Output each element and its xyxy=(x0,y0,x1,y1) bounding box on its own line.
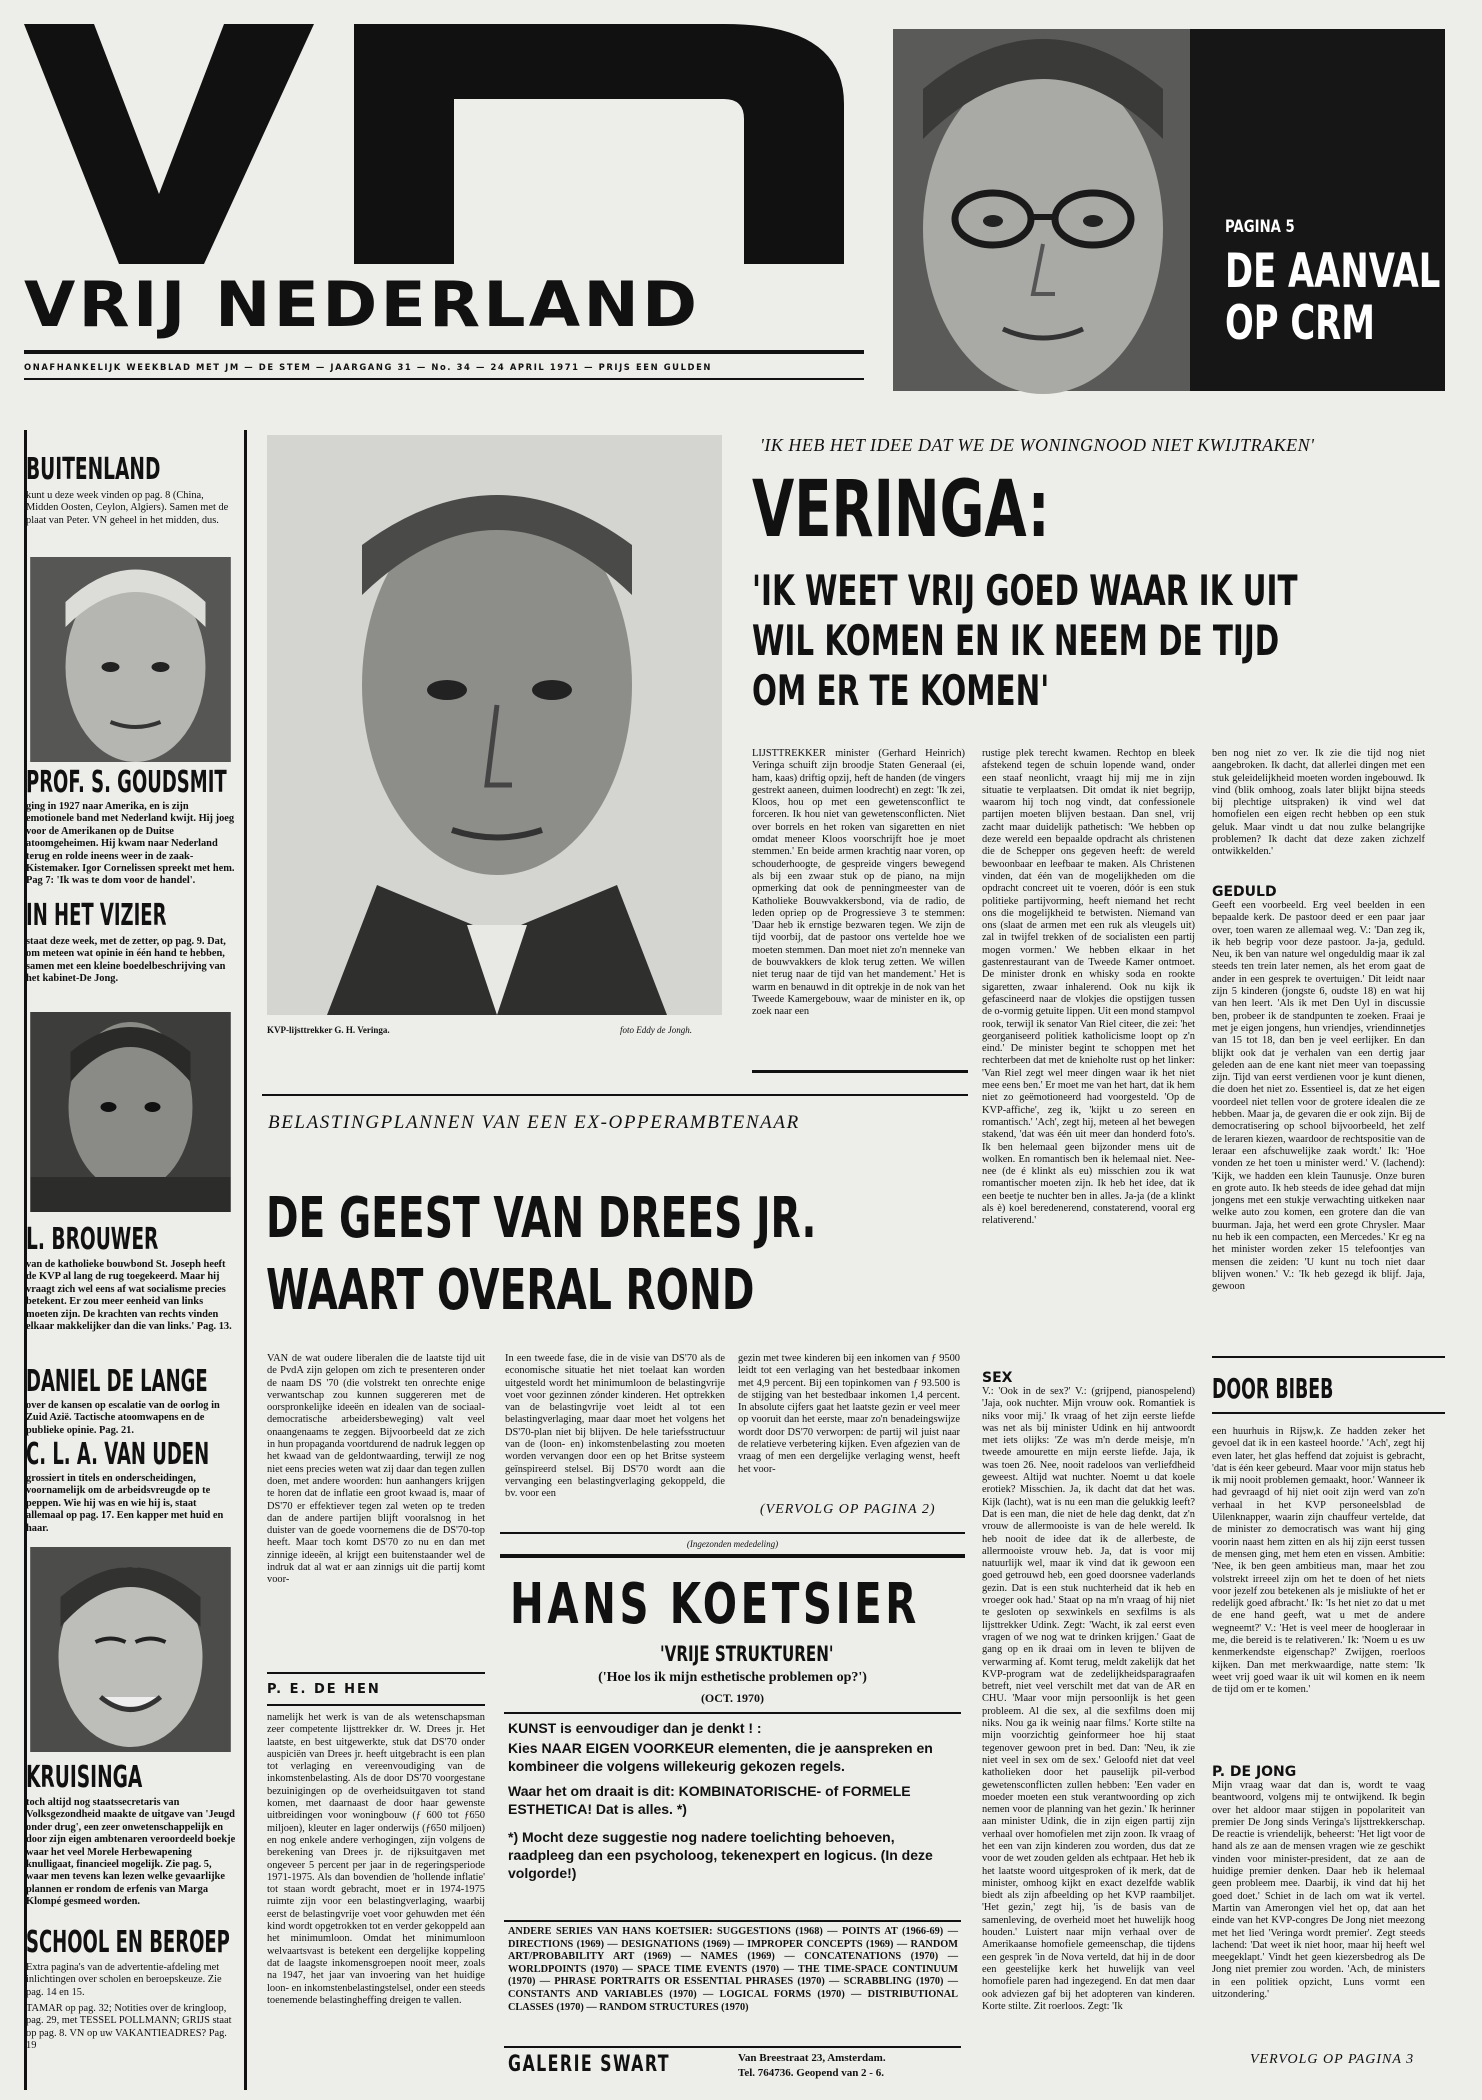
sidebar-buitenland-text: kunt u deze week vinden op pag. 8 (China, Midden Oosten, Ceylon, Algiers). Samen met de plaat van Peter. VN geheel in het midden, dus. xyxy=(26,490,229,526)
masthead-subline: ONAFHANKELIJK WEEKBLAD MET JM — DE STEM — JAARGANG 31 — No. 34 — 24 APRIL 1971 — PRIJS EEN GULDEN xyxy=(24,362,713,372)
ad-date: (OCT. 1970) xyxy=(700,1691,765,1705)
lead-bibeb-head: DOOR BIBEB xyxy=(1212,1372,1334,1405)
lead-subhead-1: 'IK WEET VRIJ GOED WAAR IK UIT xyxy=(752,566,1298,615)
sidebar-footer-text: TAMAR op pag. 32; Notities over de kringloop, pag. 29, met TESSEL POLLMANN; GRIJS staat op pag. 8. VN op uw VAKANTIEADRES? Pag. 19 xyxy=(26,2003,232,2052)
masthead-name: VRIJ NEDERLAND xyxy=(24,268,701,341)
ad-phone: Tel. 764736. Geopend van 2 - 6. xyxy=(738,2067,884,2079)
lead-caption-right: foto Eddy de Jongh. xyxy=(620,1025,692,1035)
sidebar-vanuden-head: C. L. A. VAN UDEN xyxy=(26,1437,210,1472)
sidebar-kruisinga-text: toch altijd nog staatssecretaris van Volksgezondheid maakte de uitgave van 'Jeugd onder drug', een zeer onwetenschappelijk en door zijn eigen ambtenaren veroordeeld boekje waar het veel Morele Herbewapening knulligaat, financieel mogelijk. Zie pag. 5, waar men tevens kan lezen welke gevaarlijke plannen er rondom de erfenis van Marga Klompé gesmeed worden. xyxy=(26,1797,236,1908)
sidebar-goudsmit-head: PROF. S. GOUDSMIT xyxy=(26,765,227,800)
lead-col3c: een huurhuis in Rijsw,k. Ze hadden zeker het gevoel dat ik in een kasteel hoorde.' 'Ach', zegt hij even later, het glas heffend dat zojuist is gebracht, 'dat is één keer gebeurd. Maar voor mijn status heb ik mij nooit problemen gemaakt, hoor.' Wanneer ik had gevraagd of hij niet ooit zijn werd van zo'n verhaal in het KVP personeelsblad de Uilenknapper, waarin zijn chauffeur vertelde, dat de minister zo democratisch was want hij ging voorin naast hem zitten en als hij zijn eerst tussen de mensen ging, met hem eten en vissen. Ambitie: 'Nee, ik ben geen ambitieus man, maar het zou volstrekt irreeel zijn om het te doen of het niets voor jezelf zou betekenen als je misliukte of het er redelijk goed afbracht.' Ik: 'Is het niet zo dat u met de ene hand geeft, wat u met de andere wegneemt?' V.: 'Het is veel meer de hoogleraar in me, die bereid is te relativeren.' Ik: 'Noem u es uw kenmerkendste eigenschap?' Zwijgen, roerloos kijken. Dan met merkwaardige, natte stem: 'Ik weet vrij goed waar ik uit wil komen en ik neem de tijd om er te komen.' xyxy=(1212,1426,1425,1696)
kruisinga-photo xyxy=(30,1547,231,1752)
lead-col3b: Geeft een voorbeeld. Erg veel beelden in een bepaalde kerk. De pastoor deed er een paar jaar over, toen waren ze allemaal weg. V.: 'Dan zeg ik, ik heb begrip voor deze pastoor. Ja-ja, geduld. Neu, ik ben van nature wel ongeduldig maar ik zal steeds ten trein later nemen, als het erom gaat de ander in een gesprek te overtuigen.' Dit leidt naar zijn 5 kinderen (jongste 6, oudste 18) en wat hij van hen leert. 'Als ik met Den Uyl in discussie ben, probeer ik de standpunten te zoeken. Fraai je met je eigen jongens, hun vriendjes, vriendinnetjes van 15 tot 18, dan ben je veel eerlijker. En dan blijkt ook dat je verhalen van een dertig jaar geleden aan de ene kant niet meer van toepassing zijn. Tijd van eerst verdienen voor je kunt dienen, die doen het niet zo. Essentieel is, dat ze het eigen voordeel niet tellen voor de grotere idealen die ze hebben. Maar ja, de gevaren die er ook zijn. Bij de democratisering op school bijvoorbeeld, het zelf de leraren kiezen, waardoor de rechtspositie van de leraar een afschuwelijke zaak wordt.' Ik: 'Hoe vonden ze het toen u minister werd.' V. (lachend): 'Kijk, we hadden een klein Taunusje. Onze buren en grote auto. Ik heb steeds de idee gehad dat mijn jongens met een stukje verwachting uitkeken naar welke auto zou komen, een grotere dan die van buurman. Jaja, het werd een grote Chrysler. Maar nu heb ik een compacten, een Mercedes.' Kr eg na het minister worden zeker 15 telefoontjes van mensen die zeiden: 'U kunt nu toch niet daar blijven wonen.' V.: 'Ik heb gezegd ik blijf. Jaja, gewoon xyxy=(1212,900,1425,1293)
promo-page: PAGINA 5 xyxy=(1225,217,1295,237)
sidebar-vizier-head: IN HET VIZIER xyxy=(26,898,167,933)
brouwer-photo xyxy=(30,1012,231,1212)
ad-address: Van Breestraat 23, Amsterdam. xyxy=(738,2052,886,2064)
second-author: P. E. DE HEN xyxy=(267,1682,381,1697)
veringa-photo xyxy=(267,435,722,1015)
lead-subhead-3: OM ER TE KOMEN' xyxy=(752,666,1050,715)
second-continued[interactable]: (VERVOLG OP PAGINA 2) xyxy=(760,1502,936,1517)
sidebar-vizier-text: staat deze week, met de zetter, op pag. 9. Dat, om meteen wat opinie in één hand te hebben, samen met een kleine boedelbeschrijving van het kabinet-De Jong. xyxy=(26,936,226,985)
second-headline-1: DE GEEST VAN DREES JR. xyxy=(266,1186,817,1251)
lead-col2: rustige plek terecht kwamen. Rechtop en bleek afstekend tegen de schuin lopende wand, onder een staaf neonlicht, vraagt hij mij me in zijn situatie te verplaatsen. Dit omdat ik niet begrijp, waarom hij toch nog vindt, dat confessionele partijen moeten blijven bestaan. Dan snel, vrij zacht maar duidelijk pathetisch: 'We hebben op deze wereld een bepaalde opdracht als christenen die de Schepper ons gegeven heeft: de wereld bewoonbaar en leefbaar te maken. Als Christenen vinden, dat één van de mogelijkheden om die opdracht concreet uit te voeren, dóór is een stuk politieke partijvorming, heeft niemand het recht ons die mogelijkheid te betwisten. Niemand van ons (slaat de armen met een ruk als vleugels uit) zal in twijfel trekken of de socialisten een partij mogen vormen.' We hebben elkaar in het gastenrestaurant van de Tweede Kamer ontmoet. De minister dronk en whisky soda en rookte sigaretten, zwaar inhalerend. Ook nu kijk ik gefascineerd naar de vlokjes die opstijgen tussen de o-vormig getuite lippen. Uit een mond stampvol rook, terwijl ik senator Van Riel citeer, die zei: 'het georganiseerd politiek katholicisme loopt op z'n eind.' De minister begint te schoppen met het rechterbeen dat met de knieholte rust op het linker: 'Van Riel zegt wel meer dingen waar ik het niet mee eens ben.' Er moet me van het hart, dat ik hem niet zo geëmotioneerd had voorgesteld. 'Op de KVP-affiche', zeg ik, 'kijkt u zo sereen en romantisch.' 'Ach', zegt hij, meteen al het bewegen stakend, 'dat was één uit meer dan honderd foto's. Ik ben helemaal geen bijzonder mens uit de wolken. En romantisch ben ik helemaal niet. Nee-nee (de é klinkt als eu) misschien zou ik wat romantischer moeten zijn. Ik heb het idee, dat ik een beetje te nuchter ben in alles. Ja-ja (de a klinkt als è) koel beredenerend, constaterend, vooral erg relativerend.' xyxy=(982,748,1195,1227)
second-headline-2: WAART OVERAL ROND xyxy=(266,1258,755,1323)
second-col1: VAN de wat oudere liberalen die de laatste tijd uit de PvdA zijn gelopen om zich te presenteren onder de naam DS '70 (die volstrekt ten onrechte enige verwantschap zou kunnen suggereren met de oorspronkelijke ideeën en idealen van de sociaal-democratische arbeidersbeweging) valt veel onaangenaams te zeggen. Bijvoorbeeld dat ze zich in hun propaganda voortdurend de nadruk leggen op het kwaad van de geldontwaarding, terwijl ze nog niet eens precies weten wat zij daar dan tegen zullen doen, met andere woorden: hun aanhangers krijgen te horen dat de inflatie een groot kwaad is, maar of DS'70 er effektiever tegen zal weten op te treden dan de andere partijen blijft vooralsnog in het duister van de goede voornemens die de DS'70-top heeft. Maar toch komt DS'70 zo nu en dan met zinnige ideeën, al krijgt een buitenstaander wel de indruk dat al wat er aan zinnigs uit die partij komt voor- xyxy=(267,1353,485,1586)
ad-tagline: ('Hoe los ik mijn esthetische problemen op?') xyxy=(598,1670,867,1685)
lead-col3d: Mijn vraag waar dat dan is, wordt te vaag beantwoord, volgens mij te ontwijkend. Ik begin over het aldoor maar stijgen in popolariteit van premier De Jong sinds Veringa's lijsttrekkerschap. De reactie is vriendelijk, beheerst: 'Het ligt voor de hand als ze aan de mensen vragen wie ze geschikt vinden voor minister-president, dat ze aan de huidige premier denken. Daar heb ik helemaal geen probleem mee. Daarbij, ik vind dat hij het goed doet.' Schiet in de lach om wat ik vertel. Martin van Amerongen viel het op, dat aan het einde van het KVP-congres De Jong niet meezong met het lied 'Veringa wordt premier'. Zegt steeds lachend: 'Dat weet ik niet hoor, maar hij heeft wel meegeklapt.' Vindt het geen kiezersbedrog als De Jong niet premier zou worden. 'Ach, de ministers in een politiek opzicht, Luns vormt een uitzondering.' xyxy=(1212,1780,1425,2001)
ad-title: HANS KOETSIER xyxy=(510,1572,920,1637)
goudsmit-photo xyxy=(30,557,231,762)
lead-col2b: V.: 'Ook in de sex?' V.: (grijpend, pianospelend) 'Jaja, ook nuchter. Mijn vrouw ook. Romantiek is niks voor mij.' Ik vraag of het zijn eerste liefde was net als bij minister Udink en hij antwoordt met iets olijks: 'Ze was m'n derde meisje, m'n tweede amourette en mijn eerste liefde. Jaja, ik was toen 26. Nee, nooit radeloos van verliefdheid geweest. Altijd wat nuchter. Noemt u dat koele erotiek? Misschien. Ja, ik dacht dat dat het was. Kijk (lacht), wat is nu een man die gelukkig leeft? Dat is een man, die niet de hele dag denkt, dat z'n vrouw de allermooiste is van de hele wereld. Ik heb nooit de idee dat ik de allerbeste, de allermooiste vrouw heb. Ja, dat is voor mij natuurlijk wel, maar ik vind dat ik gewoon een goed getrouwd heb, een goed doorsnee vaderlands gezin. Dat is een stuk nuchterheid dat ik heb en vroeger ook had.' Staat op na m'n vraag of hij niet te gesloten op sexwinkels en sexfilms is als lijsttrekker Udink. Zegt: 'Wacht, ik zal eerst even vragen of we nog wat te drinken krijgen.' Gaat de gang op en ik draai om in leven te blijven de verwarming af. Komt terug, meldt zakelijk dat het KVP-program wat de zedelijkheidsparagraafen betreft, niet veel verschilt met dat van de AR en CHU. 'Maar voor mijn persoonlijk is het geen probleem. Al die sex, al die sexfilms doen mij niks. Nou ga ik weinig naar films.' Korte stilte na mijn voorzichtig geinformeer hoe hij staat tegenover gewoon pret in bed. Dan: 'Neu, ik zie niet veel in sex om de sex.' Geloofd niet dat veel katholieken door het pauselijk pil-verbod gewetensconflicten zullen hebben: 'Een vader en moeder moeten een stuk verantwoording op zich nemen voor de planning van het gezin.' Ik herinner aan minister Udink, die in zijn eigen partij zijn verhaal over homofielen met zijn zoon. Ik vraag of het een van zijn kinderen zou worden, dus dat ze voor de wet zouden gelden als echtpaar. Het heb ik het laatste woord uitgesproken of ik merk, dat de minister, omhoog kijkt en exact dezelfde wablik biedt als zijn afbeelding op het KVP raambiljet. 'Het gezin,' zegt hij, 'is de basis van de samenleving, de overheid moet het huwelijk hoog houden.' Luistert naar mijn verhaal over de Amerikaanse homofiele gemeenschap, die tijdens een gesprek 'in de Nova verteld, dat hij in de door een geestelijke kerk het huwelijk van veel homofiele paren had ingezegend. En dat men daar ook adviezen gaf bij het adopteren van kinderen. Korte stilte. Zit roerloos. Zegt: 'Ik xyxy=(982,1386,1195,2012)
promo-box[interactable] xyxy=(893,29,1445,391)
ad-box[interactable] xyxy=(500,1558,965,2090)
sidebar-delange-head: DANIEL DE LANGE xyxy=(26,1364,208,1399)
second-col2: In een tweede fase, die in de visie van DS'70 als de economische situatie het niet toelaat kan worden uitgesteld wordt het minimumloon de belastingvrije voet voor gezinnen zónder kinderen. Het optrekken van de belastingvrije voet leidt al tot een belastingverlaging, maar daar moet het volgens het DS'70-plan niet bij blijven. De hele tariefsstructuur van de (loon- en) inkomstenbelasting zou moeten worden vervangen door een op het Britse systeem geïnspireerd stelsel. Bij DS'70 wordt aan die vervanging een belastingverlaging gekoppeld, die bv. voor een xyxy=(505,1353,725,1500)
ad-line3: Waar het om draait is dit: KOMBINATORISCHE- of FORMELE ESTHETICA! Dat is alles. *) xyxy=(508,1783,911,1817)
lead-geduld-head: GEDULD xyxy=(1212,884,1277,900)
lead-continued[interactable]: VERVOLG OP PAGINA 3 xyxy=(1250,2052,1415,2067)
lead-kicker: 'IK HEB HET IDEE DAT WE DE WONINGNOOD NIET KWIJTRAKEN' xyxy=(760,435,1315,455)
ad-gallery: GALERIE SWART xyxy=(508,2052,671,2077)
ad-line1: KUNST is eenvoudiger dan je denkt ! : xyxy=(508,1720,762,1736)
lead-headline: VERINGA: xyxy=(752,465,1050,555)
ad-series: ANDERE SERIES VAN HANS KOETSIER: SUGGESTIONS (1968) — POINTS AT (1966-69) — DIRECTIONS (1969) — DESIGNATIONS (1969) — IMPROPER CONCEPTS (1969) — RANDOM ART/PROBABILITY ART (1969) — NAMES (1969) — CONCATENATIONS (1970) — WORLDPOINTS (1970) — SPACE TIME EVENTS (1970) — THE TIME-SPACE CONTINUUM (1970) — PHRASE PORTRAITS OR ESSENTIAL PHRASES (1970) — SCRABBLING (1970) — CONSTANTS AND VARIABLES (1970) — LOGICAL FORMS (1970) — DISTRIBUTIONAL CLASSES (1970) — RANDOM STRUCTURES (1970) xyxy=(508,1926,958,2013)
second-col3: gezin met twee kinderen bij een inkomen van ƒ 9500 leidt tot een verlaging van het bestedbaar inkomen met 4,9 percent. Bij een topinkomen van ƒ 93.500 is de stijging van het bestedbaar inkomen 1,4 percent. In absolute cijfers gaat het laatste gezin er veel meer op vooruit dan het eerste, maar zo'n benadeingswijze wordt door DS'70 verworpen: de partij wil juist naar de relatieve verbetering kijken. Even afgezien van de vraag of men een dergelijke verlaging wenst, heeft het voor- xyxy=(738,1353,960,1475)
ad-line2: Kies NAAR EIGEN VOORKEUR elementen, die je aanspreken en kombineer die volgens willekeurig gekozen regels. xyxy=(508,1740,933,1774)
second-col1b: namelijk het werk is van de als wetenschapsman zeer competente lijsttrekker dr. W. Drees jr. Het laatste, en best uitgewerkte, stuk dat DS'70 onder auspiciën van Drees jr. heeft uitgebracht is een plan tot verlaging en vereenvoudiging van de inkomstenbelasting. Als de door DS'70 voorgestane bezuinigingen op de overheidsuitgaven tot stand komen, met daarnaast de door haar gewenste uitbreidingen voor woningbouw (ƒ 600 tot ƒ650 miljoen), kleuter en lager onderwijs (ƒ650 miljoen) en nog enkele andere verhogingen, zijn volgens de berekening van Drees jr. de rijksuitgaven met ongeveer 5 percent per jaar in de regeringsperiode 1971-1975. Als dan bovendien de 'hollende inflatie' tot staan wordt gebracht, moet er in 1974-1975 ruimte zijn voor een belastingverlaging, waarbij eerst de belastingvrije voet voor gehuwden met één kind wordt opgetrokken tot en verder gekoppeld aan het minimumloon. Omdat het minimumloon welvaartsvast is betekent een dergelijke koppeling dat de laagste inkomensgroepen nooit meer, zoals na 1947, het jaar van invoering van het huidige loon- en inkomstenbelastingstelsel, onder een steeds toenemende belastingheffing dreigen te vallen. xyxy=(267,1712,485,2006)
lead-col1: LIJSTTREKKER minister (Gerhard Heinrich) Veringa schuift zijn broodje Staten Generaal (ei, ham, kaas) driftig opzij, heft de handen (de vingers gestrekt aaneen, duimen loodrecht) en zegt: 'Ik zei, Kloos, hou op met een gewetensconflict te forceren. Ik hou niet van gewetensconflicten. Niet over borrels en het roken van sigaretten en niet omdat meneer Kloos voorschrijft hoe je moet stemmen.' En beide armen krachtig naar voren, op schouderhoogte, de gespreide vingers bewegend als bij een zwaar stuk op de piano, na mijn opmerking dat ook de penningmeester van de Katholieke Bouwvakkersbond, via de radio, de leden opriep op de Progressieve 3 te stemmen: 'Daar heb ik ernstige bezwaren tegen. We zijn de tijd voorbij, dat de pastoor ons vertelde hoe we moeten stemmen. Dan moet niet zo'n menneke van de bouwvakkers de klok terug zetten. We willen niet terug naar de tijd van het mandement.' Het is warm en benauwd in dit optrekje in de nok van het Tweede Kamergebouw, waar de minister en ik, op zoek naar een xyxy=(752,748,965,1018)
sidebar-school-head: SCHOOL EN BEROEP xyxy=(26,1925,230,1960)
sidebar-buitenland-head: BUITENLAND xyxy=(26,452,161,487)
ad-subtitle: 'VRIJE STRUKTUREN' xyxy=(660,1642,834,1666)
promo-title-1: DE AANVAL xyxy=(1225,244,1441,299)
sidebar-school-text: Extra pagina's van de advertentie-afdeling met inlichtingen over scholen en beroepskeuze. Zie pag. 14 en 15. xyxy=(26,1962,222,1998)
ad-line4: *) Mocht deze suggestie nog nadere toelichting behoeven, raadpleeg dan een psycholoog, tekenexpert en logicus. (In deze volgorde!) xyxy=(508,1829,933,1881)
portrait-icon xyxy=(893,29,1190,391)
lead-col3: ben nog niet zo ver. Ik zie die tijd nog niet aangebroken. Ik dacht, dat allerlei dingen met een stuk geleidelijkheid moeten worden ingebouwd. Ik vind (blik omhoog, zoals later blijkt bijna steeds bij plechtige uitspraken) ik vind wel dat homofielen een eigen recht hebben op een stuk geluk. Maar vindt u dat nou zulke belangrijke problemen? Ik dacht dat deze zaken zichzelf ontwikkelden.' xyxy=(1212,748,1425,858)
woman-portrait-photo xyxy=(893,29,1190,391)
sidebar-brouwer-text: van de katholieke bouwbond St. Joseph heeft de KVP al lang de rug toegekeerd. Maar hij vraagt zich wel eens af wat socialisme precies betekent. Er zou meer eenheid van links moeten zijn. De krachten van rechts vinden elkaar makkelijker dan die van links.' Pag. 13. xyxy=(26,1259,232,1333)
ad-label: (Ingezonden mededeling) xyxy=(686,1539,779,1549)
sidebar-vanuden-text: grossiert in titels en onderscheidingen, voornamelijk om de arbeidsvreugde op te peppen. Wie hij was en wie hij is, staat allemaal op pag. 17. Een kapper met huid en haar. xyxy=(26,1473,224,1534)
promo-title-2: OP CRM xyxy=(1225,296,1375,351)
sidebar-goudsmit-text: ging in 1927 naar Amerika, en is zijn emotionele band met Nederland kwijt. Hij joeg voor de Amerikanen op de Duitse atoomgeheimen. Hij kwam naar Nederland terug en rolde ineens weer in de zaak-Kistemaker. Igor Cornelissen spreekt met hem. Pag 7: 'Ik was te dom voor de handel'. xyxy=(26,801,235,887)
sidebar-delange-text: over de kansen op escalatie van de oorlog in Zuid Azië. Tactische atoomwapens en de publieke opinie. Pag. 21. xyxy=(26,1400,220,1436)
lead-sex-head: SEX xyxy=(982,1370,1013,1386)
sidebar-kruisinga-head: KRUISINGA xyxy=(26,1760,143,1795)
lead-caption-left: KVP-lijsttrekker G. H. Veringa. xyxy=(267,1025,390,1035)
lead-dejong-head: P. DE JONG xyxy=(1212,1764,1297,1780)
lead-subhead-2: WIL KOMEN EN IK NEEM DE TIJD xyxy=(752,616,1280,665)
second-kicker: BELASTINGPLANNEN VAN EEN EX-OPPERAMBTENAAR xyxy=(268,1112,800,1133)
masthead-logo xyxy=(24,24,864,264)
vn-logo-icon xyxy=(24,24,864,264)
sidebar-brouwer-head: L. BROUWER xyxy=(26,1222,159,1257)
